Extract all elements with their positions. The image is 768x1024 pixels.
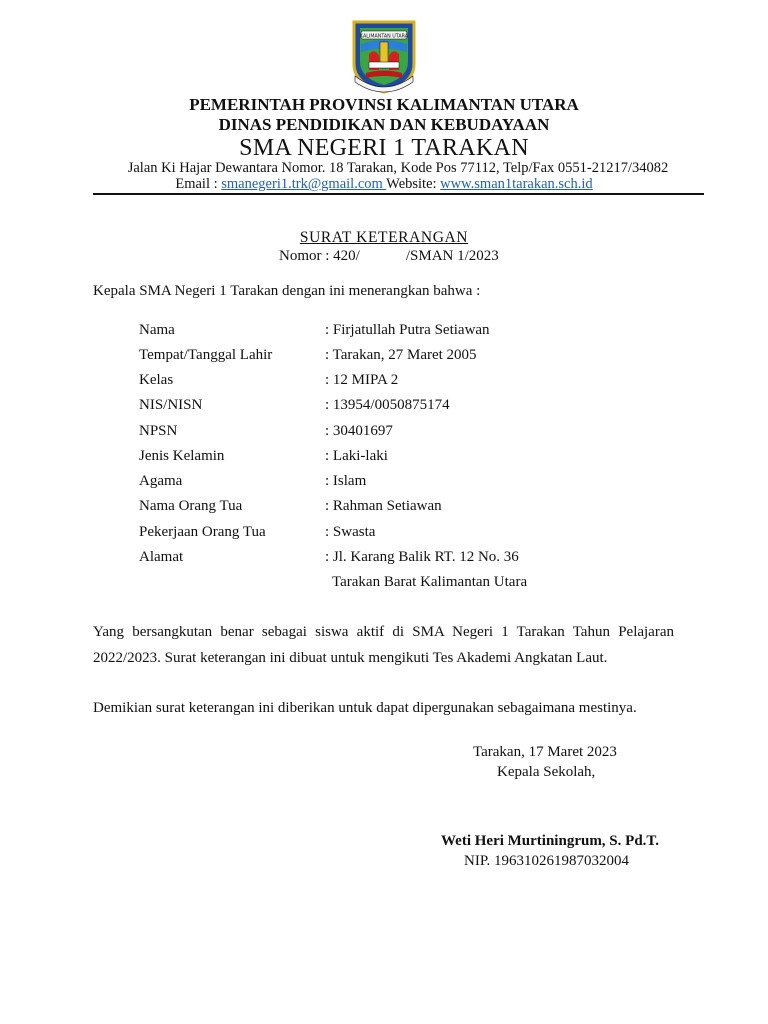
field-value-nama-orang-tua: : Rahman Setiawan — [325, 498, 442, 514]
paragraph-status-line2: 2022/2023. Surat keterangan ini dibuat untuk mengikuti Tes Akademi Angkatan Laut. — [93, 650, 608, 666]
field-label-nama: Nama — [139, 322, 175, 338]
signatory-position: Kepala Sekolah, — [497, 764, 596, 780]
field-label-nis-nisn: NIS/NISN — [139, 397, 203, 413]
letter-number-prefix: Nomor : 420/ — [279, 248, 360, 264]
letter-title: SURAT KETERANGAN — [299, 229, 469, 246]
field-label-tempat-tanggal-lahir: Tempat/Tanggal Lahir — [139, 347, 273, 363]
field-value-alamat-line2: Tarakan Barat Kalimantan Utara — [332, 574, 528, 590]
field-value-kelas: : 12 MIPA 2 — [325, 372, 399, 388]
field-label-alamat: Alamat — [139, 549, 184, 565]
intro-text: Kepala SMA Negeri 1 Tarakan dengan ini menerangkan bahwa : — [93, 283, 481, 299]
government-heading: PEMERINTAH PROVINSI KALIMANTAN UTARA — [189, 95, 579, 114]
field-label-agama: Agama — [139, 473, 183, 489]
letterhead-divider — [93, 193, 704, 195]
field-value-tempat-tanggal-lahir: : Tarakan, 27 Maret 2005 — [325, 347, 477, 363]
signatory-nip: NIP. 196310261987032004 — [464, 853, 630, 869]
field-label-nama-orang-tua: Nama Orang Tua — [139, 498, 243, 514]
letter-number — [279, 248, 499, 265]
email-link[interactable]: smanegeri1.trk@gmail.com — [221, 176, 387, 192]
department-heading: DINAS PENDIDIKAN DAN KEBUDAYAAN — [218, 115, 550, 134]
school-name: SMA NEGERI 1 TARAKAN — [239, 135, 529, 161]
field-label-jenis-kelamin: Jenis Kelamin — [139, 448, 225, 464]
field-label-pekerjaan-orang-tua: Pekerjaan Orang Tua — [139, 524, 266, 540]
crest-banner-text: KALIMANTAN UTARA — [359, 34, 409, 40]
school-address: Jalan Ki Hajar Dewantara Nomor. 18 Tarakan, Kode Pos 77112, Telp/Fax 0551-21217/34082 — [127, 160, 669, 176]
field-value-nis-nisn: : 13954/0050875174 — [325, 397, 450, 413]
signatory-name: Weti Heri Murtiningrum, S. Pd.T. — [441, 833, 660, 849]
field-value-agama: : Islam — [325, 473, 367, 489]
website-label: Website: — [386, 176, 441, 192]
website-link[interactable]: www.sman1tarakan.sch.id — [440, 176, 593, 192]
field-value-npsn: : 30401697 — [325, 423, 393, 439]
kalimantan-utara-crest-logo — [349, 18, 419, 94]
field-label-kelas: Kelas — [139, 372, 174, 388]
field-value-jenis-kelamin: : Laki-laki — [325, 448, 388, 464]
contact-line — [0, 176, 768, 193]
letter-number-suffix: /SMAN 1/2023 — [405, 248, 499, 264]
field-value-pekerjaan-orang-tua: : Swasta — [325, 524, 376, 540]
field-value-alamat: : Jl. Karang Balik RT. 12 No. 36 — [325, 549, 519, 565]
paragraph-closing: Demikian surat keterangan ini diberikan untuk dapat dipergunakan sebagaimana mestinya. — [93, 700, 637, 716]
field-label-npsn: NPSN — [139, 423, 178, 439]
paragraph-status-line1: Yang bersangkutan benar sebagai siswa aktif di SMA Negeri 1 Tarakan Tahun Pelajaran — [93, 624, 674, 640]
place-date: Tarakan, 17 Maret 2023 — [473, 744, 617, 760]
field-value-nama: : Firjatullah Putra Setiawan — [325, 322, 490, 338]
email-label: Email : — [175, 176, 222, 192]
